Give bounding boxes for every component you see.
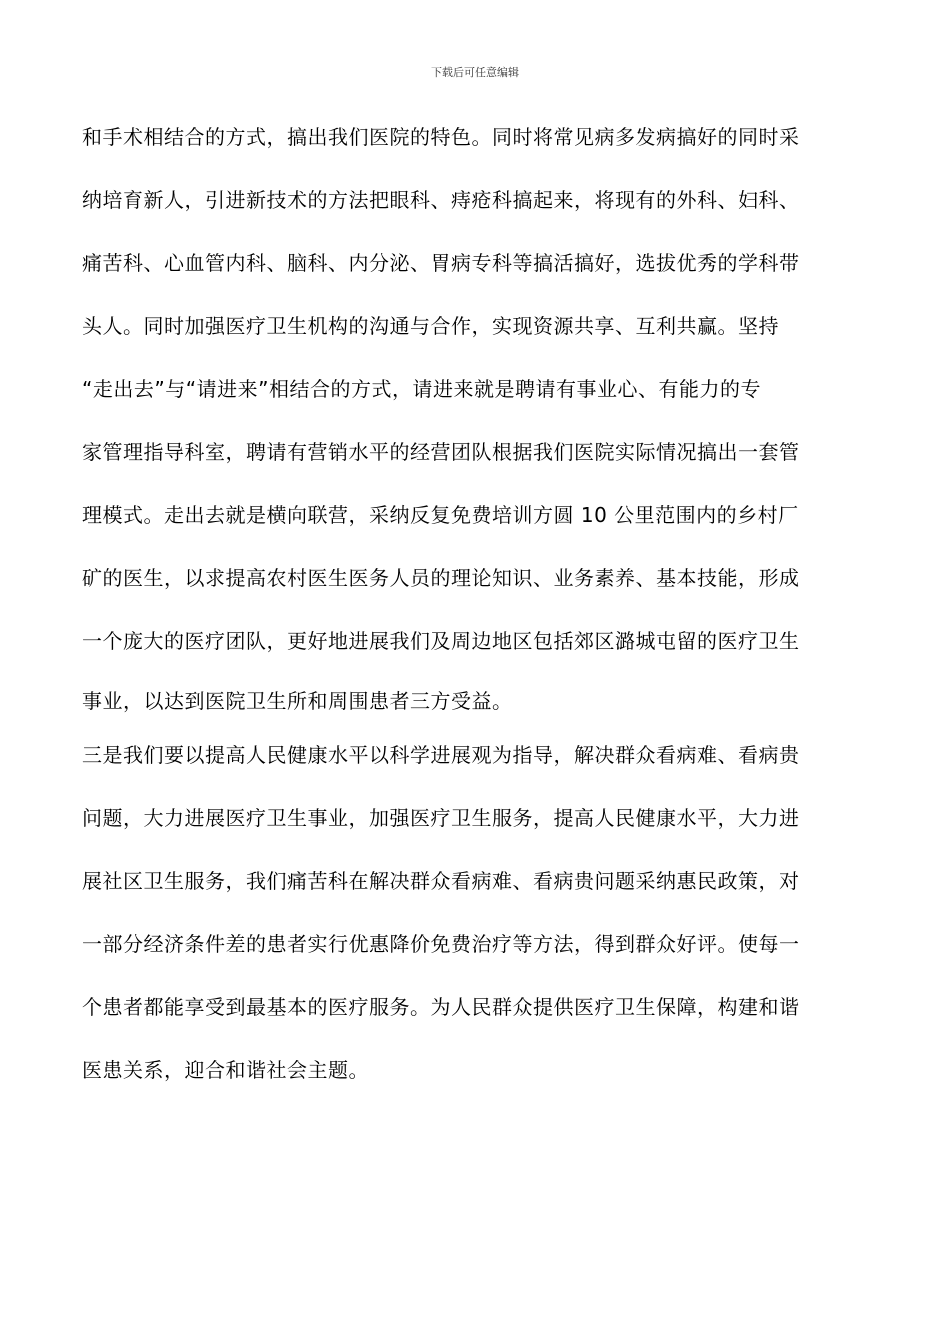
text-line: 一个庞大的医疗团队，更好地进展我们及周边地区包括郊区潞城屯留的医疗卫生	[82, 629, 800, 653]
text-line: 头人。同时加强医疗卫生机构的沟通与合作，实现资源共享、互利共赢。坚持	[82, 314, 779, 338]
text-line: 医患关系，迎合和谐社会主题。	[82, 1058, 369, 1082]
text-line: 个患者都能享受到最基本的医疗服务。为人民群众提供医疗卫生保障，构建和谐	[82, 995, 800, 1019]
text-line: 和手术相结合的方式，搞出我们医院的特色。同时将常见病多发病搞好的同时采	[82, 125, 800, 149]
text-line: 家管理指导科室，聘请有营销水平的经营团队根据我们医院实际情况搞出一套管	[82, 440, 800, 464]
text-line: 一部分经济条件差的患者实行优惠降价免费治疗等方法，得到群众好评。使每一	[82, 932, 800, 956]
text-line: “走出去”与“请进来”相结合的方式，请进来就是聘请有事业心、有能力的专	[82, 377, 761, 401]
text-line: 问题，大力进展医疗卫生事业，加强医疗卫生服务，提高人民健康水平，大力进	[82, 806, 800, 830]
text-line: 纳培育新人，引进新技术的方法把眼科、痔疮科搞起来，将现有的外科、妇科、	[82, 188, 800, 212]
text-line: 痛苦科、心血管内科、脑科、内分泌、胃病专科等搞活搞好，选拔优秀的学科带	[82, 251, 800, 275]
page-header: 下载后可任意编辑	[431, 66, 519, 79]
text-line: 矿的医生，以求提高农村医生医务人员的理论知识、业务素养、基本技能，形成	[82, 566, 800, 590]
text-line: 展社区卫生服务，我们痛苦科在解决群众看病难、看病贵问题采纳惠民政策，对	[82, 869, 800, 893]
text-line: 事业，以达到医院卫生所和周围患者三方受益。	[82, 689, 513, 713]
text-line: 理模式。走出去就是横向联营，采纳反复免费培训方圆 10 公里范围内的乡村厂	[82, 503, 799, 527]
text-line: 三是我们要以提高人民健康水平以科学进展观为指导，解决群众看病难、看病贵	[82, 743, 800, 767]
